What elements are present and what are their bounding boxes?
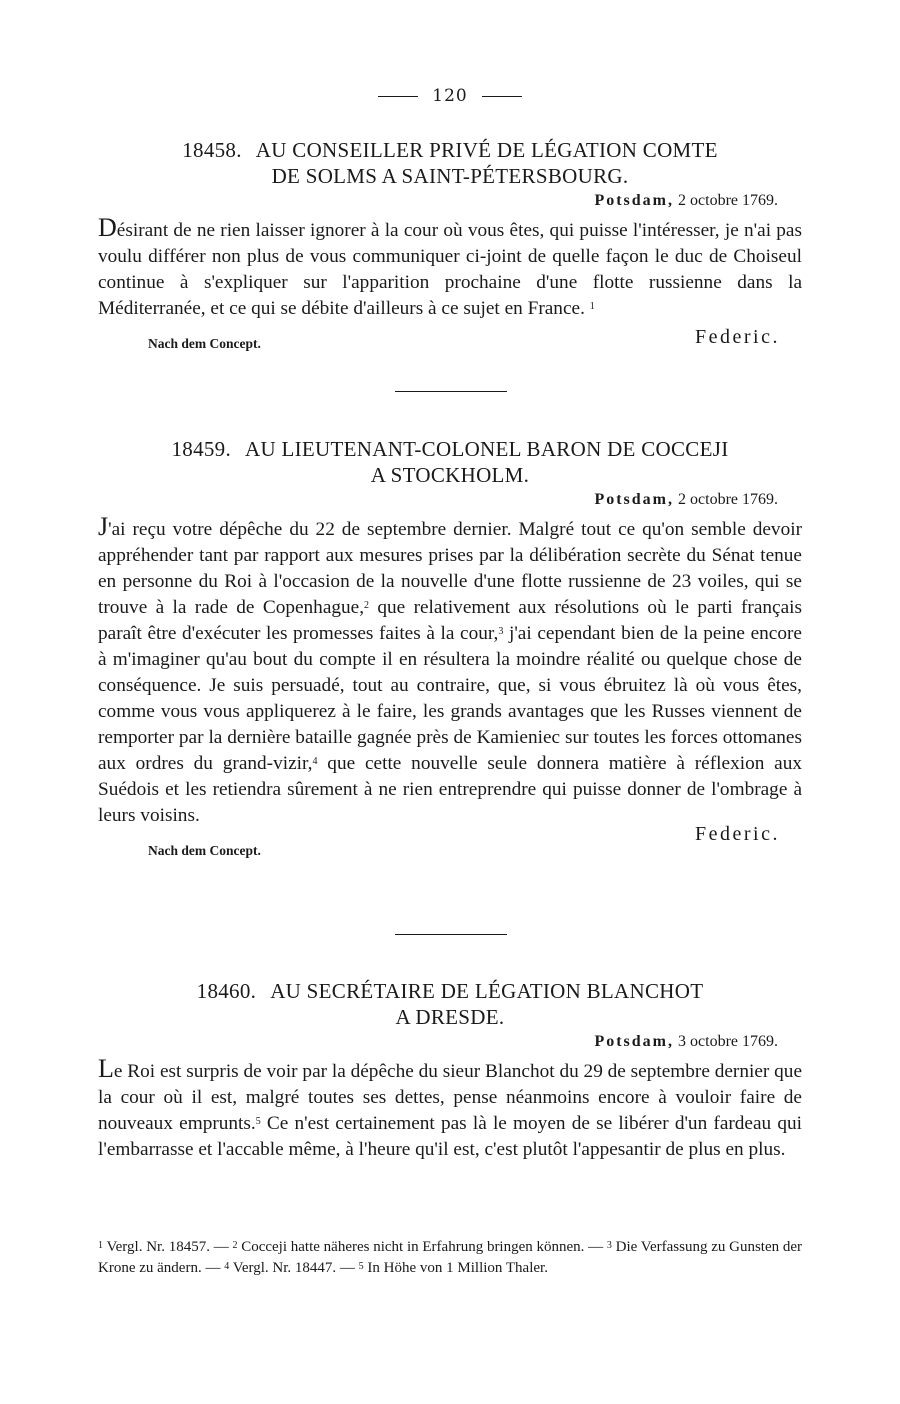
letter-body-text: 'ai reçu votre dépêche du 22 de septembre dernier. Malgré tout ce qu'on semble devoir appréhender tant par rapport aux mesures prises par la délibération secrète du Sénat tenue en personne du Roi à l'occasion de la nouvelle d'une flotte russienne de 23 voiles, qui se trouve à la rade de Copenhague,: [98, 519, 802, 618]
footnote-ref: 2: [364, 600, 370, 611]
footnote-ref: 5: [255, 1116, 261, 1127]
letter-number: 18459.: [171, 437, 232, 461]
signature-row: [98, 326, 802, 352]
dateline: [98, 1032, 802, 1052]
heading-line-1: AU SECRÉTAIRE DE LÉGATION BLANCHOT: [270, 979, 704, 1003]
initial-letter: L: [98, 1054, 114, 1083]
letter-18458: [98, 137, 802, 352]
page-number-dash-right: [482, 96, 522, 97]
dateline-place: Potsdam,: [594, 491, 675, 508]
letter-body-text: que relativement aux résolutions où le parti français paraît être d'exécuter les promesses faites à la cour,: [98, 597, 803, 644]
signature: Federic.: [695, 823, 780, 845]
footnote-text: Vergl. Nr. 18447. —: [229, 1260, 359, 1276]
page-number-dash-left: [378, 96, 418, 97]
heading-line-2: A STOCKHOLM.: [370, 463, 530, 487]
letter-heading: [98, 137, 802, 189]
letter-body: [98, 215, 802, 322]
footnote-ref: 3: [498, 626, 504, 637]
letter-body-text: ésirant de ne rien laisser ignorer à la cour où vous êtes, qui puisse l'intéresser, je n'ai pas voulu différer non plus de vous communiquer ci-joint de quelle façon le duc de Choiseul continue à s'expliquer sur l'apparition prochaine d'une flotte russienne dans la Méditerranée, et ce qui se débite d'ailleurs à ce sujet en France.: [98, 220, 802, 319]
footnote-text: Vergl. Nr. 18457. —: [103, 1239, 233, 1255]
letter-body: [98, 514, 802, 829]
footnote-text: In Höhe von 1 Million Thaler.: [363, 1260, 548, 1276]
section-divider: [395, 391, 507, 392]
footnote-marker: 3: [606, 1240, 612, 1251]
initial-letter: D: [98, 213, 117, 242]
letter-body-text: e Roi est surpris de voir par la dépêche du sieur Blanchot du 29 de septembre dernier que la cour où il est, malgré toutes ses dettes, pense néanmoins encore à vouloir faire de nouveaux emprunts.: [98, 1061, 802, 1134]
letter-18459: [98, 436, 802, 859]
source-note: Nach dem Concept.: [148, 336, 261, 351]
page-number-text: 120: [432, 86, 468, 106]
footnote-marker: 2: [232, 1240, 238, 1251]
footnote-text: Die Verfassung zu Gunsten der Krone zu ändern. —: [98, 1239, 803, 1276]
footnote-ref: 4: [312, 756, 318, 767]
letter-number: 18458.: [182, 138, 242, 162]
letter-body-text: j'ai cependant bien de la peine encore à m'imaginer qu'au bout du compte il en résultera la moindre réalité ou quelque chose de conséquence. Je suis persuadé, tout au contraire, que, si vous ébruitez là où vous êtes, comme vous vous appliquerez à le faire, les grands avantages que les Russes viennent de remporter par la dernière bataille gagnée près de Kamieniec sur toutes les forces ottomanes aux ordres du grand-vizir,: [98, 623, 802, 774]
signature: Federic.: [695, 326, 780, 348]
letter-number: 18460.: [196, 979, 257, 1003]
dateline-place: Potsdam,: [594, 192, 675, 209]
initial-letter: J: [98, 512, 109, 541]
heading-line-1: AU LIEUTENANT-COLONEL BARON DE COCCEJI: [245, 437, 729, 461]
letter-body-text: Ce n'est certainement pas là le moyen de se libérer d'un fardeau qui l'embarrasse et l'accable même, à l'heure qu'il est, c'est plutôt l'appesantir de plus en plus.: [98, 1113, 803, 1160]
letter-body-text: que cette nouvelle seule donnera matière à réflexion aux Suédois et les retiendra sûrement à ne rien entreprendre qui puisse donner de l'ombrage à leurs voisins.: [98, 753, 803, 826]
letter-18460: [98, 978, 802, 1163]
dateline: [98, 191, 802, 211]
letter-heading: [98, 436, 802, 488]
dateline-place: Potsdam,: [594, 1033, 675, 1050]
footnote-text: Cocceji hatte näheres nicht in Erfahrung bringen können. —: [237, 1239, 607, 1255]
heading-line-2: DE SOLMS A SAINT-PÉTERSBOURG.: [271, 164, 629, 188]
footnote-marker: 5: [358, 1261, 364, 1272]
dateline-date: 2 octobre 1769.: [678, 491, 778, 508]
signature-row: [98, 823, 802, 859]
section-divider: [395, 934, 507, 935]
footnotes: [98, 1237, 802, 1279]
heading-line-1: AU CONSEILLER PRIVÉ DE LÉGATION COMTE: [255, 138, 718, 162]
dateline: [98, 490, 802, 510]
heading-line-2: A DRESDE.: [395, 1005, 505, 1029]
footnote-ref: 1: [589, 301, 595, 312]
dateline-date: 2 octobre 1769.: [678, 192, 778, 209]
page-number: [0, 86, 900, 106]
letter-body: [98, 1056, 802, 1163]
footnote-marker: 1: [98, 1240, 103, 1251]
letter-heading: [98, 978, 802, 1030]
dateline-date: 3 octobre 1769.: [678, 1033, 778, 1050]
footnote-marker: 4: [224, 1261, 230, 1272]
source-note: Nach dem Concept.: [148, 843, 261, 858]
